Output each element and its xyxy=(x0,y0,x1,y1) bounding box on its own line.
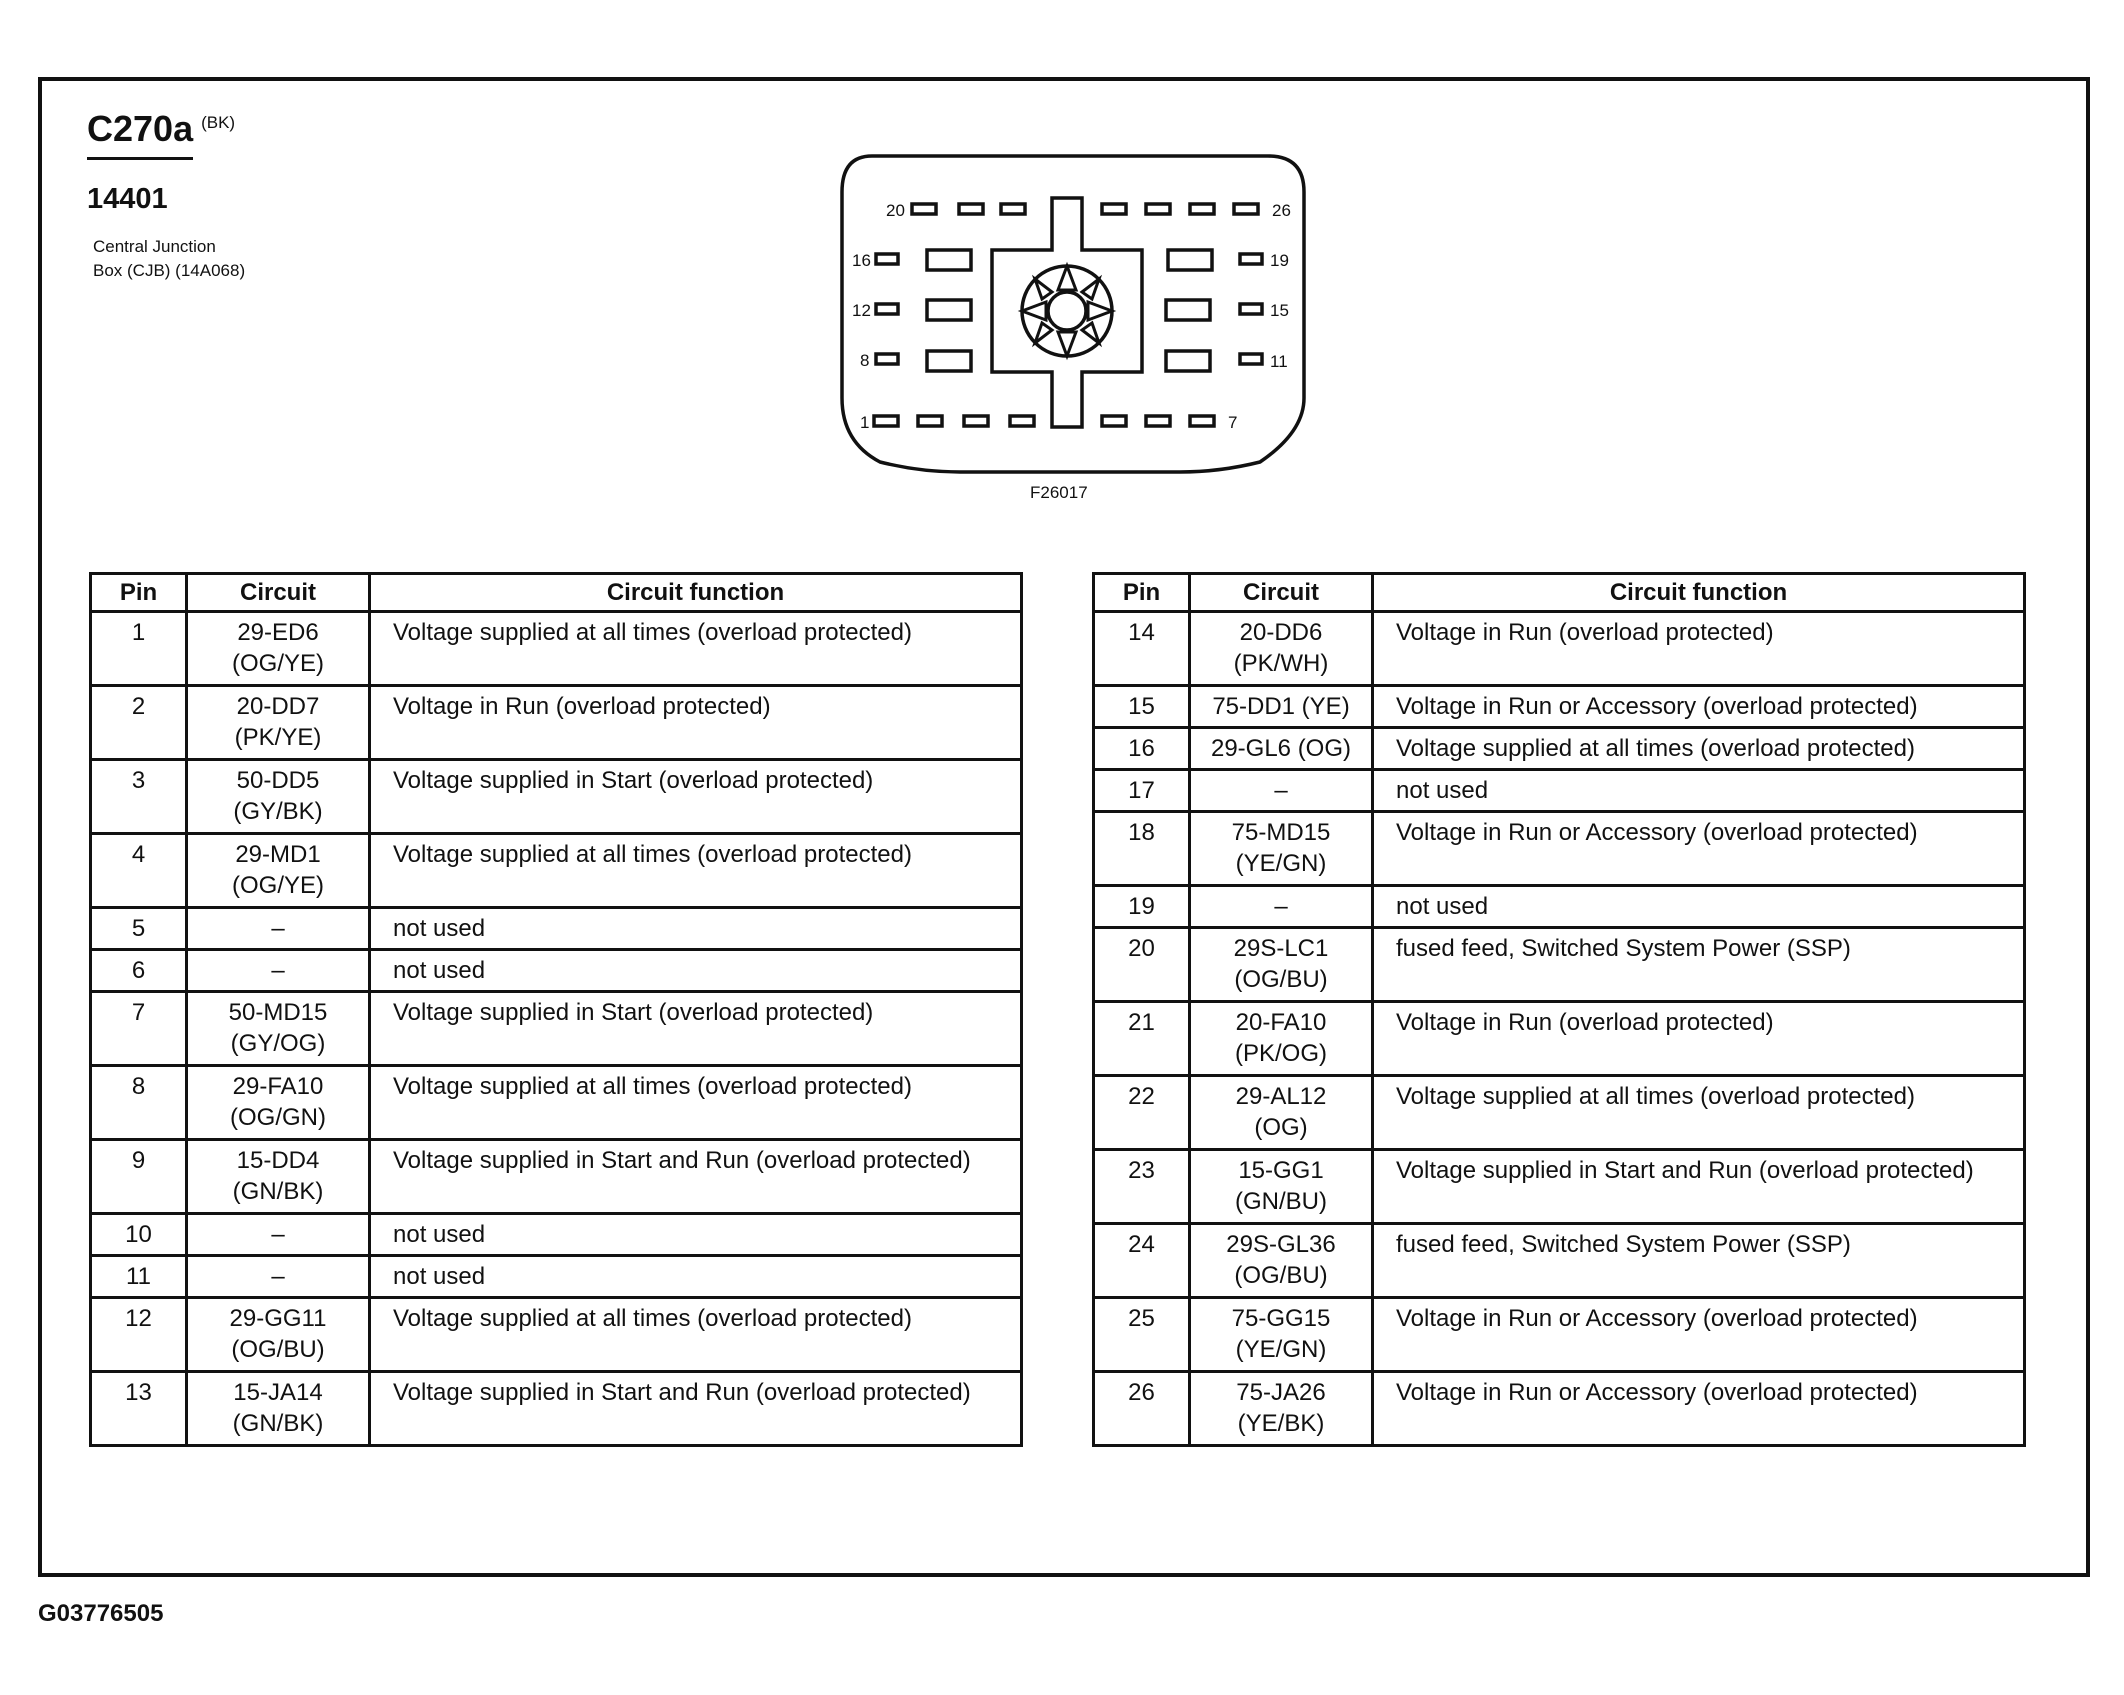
connector-color-code: (BK) xyxy=(201,113,236,132)
table-row xyxy=(1094,1002,2025,1076)
header-function: Circuit function xyxy=(370,574,1022,612)
circuit-function: Voltage in Run or Accessory (overload protected) xyxy=(1373,812,2025,886)
connector-face-diagram xyxy=(820,140,1320,480)
header-pin: Pin xyxy=(1094,574,1190,612)
wire-color: (OG/YE) xyxy=(231,650,324,677)
table-row xyxy=(1094,928,2025,1002)
pin-number: 8 xyxy=(91,1066,187,1140)
circuit-id: 29S-GL36 xyxy=(1226,1231,1336,1258)
pin-number: 4 xyxy=(91,834,187,908)
circuit-cell xyxy=(187,1140,370,1214)
circuit-function: not used xyxy=(370,908,1022,950)
wire-color: (YE/BK) xyxy=(1237,1410,1325,1437)
figure-label: F26017 xyxy=(1030,483,1088,502)
circuit-id: – xyxy=(271,1263,285,1290)
center-star-spokes xyxy=(1022,266,1112,356)
circuit-id: 50-DD5 xyxy=(236,767,320,794)
circuit-cell xyxy=(1190,1298,1373,1372)
circuit-id: – xyxy=(1274,893,1288,920)
pinout-table-right xyxy=(1092,572,2026,1447)
pin-number: 17 xyxy=(1094,770,1190,812)
circuit-cell xyxy=(1190,1076,1373,1150)
pin-label-16: 16 xyxy=(852,251,871,270)
pin-number: 13 xyxy=(91,1372,187,1446)
table-row xyxy=(1094,1150,2025,1224)
circuit-cell xyxy=(1190,1224,1373,1298)
wire-color: (OG/BU) xyxy=(1234,966,1328,993)
circuit-function: not used xyxy=(1373,770,2025,812)
circuit-cell xyxy=(1190,928,1373,1002)
circuit-function: Voltage in Run (overload protected) xyxy=(370,686,1022,760)
circuit-id: 29-AL12 xyxy=(1235,1083,1327,1110)
circuit-id: 20-DD7 xyxy=(236,693,320,720)
wire-color: (OG/BU) xyxy=(1234,1262,1328,1289)
table-row xyxy=(91,760,1022,834)
wire-color: (PK/OG) xyxy=(1234,1040,1327,1067)
pin-number: 10 xyxy=(91,1214,187,1256)
pin-number: 9 xyxy=(91,1140,187,1214)
circuit-function: Voltage in Run or Accessory (overload protected) xyxy=(1373,686,2025,728)
circuit-id: 29-ED6 xyxy=(237,619,319,646)
circuit-function: Voltage supplied at all times (overload protected) xyxy=(370,1066,1022,1140)
pin-number: 11 xyxy=(91,1256,187,1298)
circuit-function: Voltage supplied at all times (overload protected) xyxy=(370,612,1022,686)
table-row xyxy=(91,1298,1022,1372)
pin-label-26: 26 xyxy=(1272,201,1291,220)
title-underline xyxy=(87,157,193,160)
center-key-outline xyxy=(992,198,1142,427)
circuit-function: Voltage supplied in Start and Run (overload protected) xyxy=(370,1140,1022,1214)
component-description xyxy=(93,235,245,283)
circuit-id: 29-MD1 xyxy=(235,841,321,868)
wire-color: (OG/GN) xyxy=(230,1104,326,1131)
circuit-id: – xyxy=(271,915,285,942)
circuit-cell xyxy=(187,834,370,908)
circuit-cell xyxy=(1190,728,1373,770)
circuit-function: Voltage supplied in Start and Run (overload protected) xyxy=(370,1372,1022,1446)
table-row xyxy=(91,1256,1022,1298)
wire-color: (GN/BU) xyxy=(1235,1188,1327,1215)
circuit-function: not used xyxy=(370,1256,1022,1298)
table-row xyxy=(91,834,1022,908)
circuit-function: fused feed, Switched System Power (SSP) xyxy=(1373,1224,2025,1298)
table-row xyxy=(1094,1076,2025,1150)
pin-label-8: 8 xyxy=(860,351,870,370)
table-row xyxy=(1094,770,2025,812)
pin-cavities xyxy=(874,204,1262,426)
pin-number: 25 xyxy=(1094,1298,1190,1372)
wire-color: (YE/GN) xyxy=(1235,1336,1327,1363)
circuit-id: 29-GG11 xyxy=(229,1305,327,1332)
pin-number: 23 xyxy=(1094,1150,1190,1224)
table-row xyxy=(91,612,1022,686)
pin-label-20: 20 xyxy=(886,201,905,220)
wire-color: (GN/BK) xyxy=(232,1410,324,1437)
pin-label-11: 11 xyxy=(1270,352,1288,371)
description-line-1: Central Junction xyxy=(93,237,216,256)
circuit-function: not used xyxy=(370,950,1022,992)
pin-number: 21 xyxy=(1094,1002,1190,1076)
table-row xyxy=(1094,886,2025,928)
circuit-function: Voltage supplied in Start and Run (overload protected) xyxy=(1373,1150,2025,1224)
table-row xyxy=(1094,612,2025,686)
circuit-function: Voltage supplied at all times (overload protected) xyxy=(370,834,1022,908)
circuit-cell xyxy=(187,908,370,950)
circuit-id: 75-DD1 (YE) xyxy=(1212,693,1350,720)
table-row xyxy=(1094,812,2025,886)
pin-number: 5 xyxy=(91,908,187,950)
pinout-table-left xyxy=(89,572,1023,1447)
table-header-row xyxy=(91,574,1022,612)
circuit-function: not used xyxy=(1373,886,2025,928)
circuit-cell xyxy=(1190,812,1373,886)
pin-label-12: 12 xyxy=(852,301,871,320)
pin-label-19: 19 xyxy=(1270,251,1289,270)
table-row xyxy=(1094,1372,2025,1446)
part-number: 14401 xyxy=(87,183,168,215)
pin-number: 20 xyxy=(1094,928,1190,1002)
circuit-id: 29-GL6 (OG) xyxy=(1210,735,1352,762)
table-row xyxy=(1094,1224,2025,1298)
circuit-id: 15-DD4 xyxy=(236,1147,320,1174)
circuit-function: fused feed, Switched System Power (SSP) xyxy=(1373,928,2025,1002)
wire-color: (OG) xyxy=(1254,1114,1308,1141)
circuit-id: 15-JA14 xyxy=(233,1379,323,1406)
circuit-cell xyxy=(1190,1002,1373,1076)
pin-number: 15 xyxy=(1094,686,1190,728)
wire-color: (PK/WH) xyxy=(1233,650,1329,677)
circuit-id: 75-JA26 xyxy=(1236,1379,1326,1406)
circuit-function: Voltage supplied at all times (overload protected) xyxy=(1373,728,2025,770)
table-row xyxy=(1094,728,2025,770)
table-row xyxy=(91,908,1022,950)
circuit-function: Voltage in Run (overload protected) xyxy=(1373,612,2025,686)
table-row xyxy=(91,992,1022,1066)
circuit-id: – xyxy=(1274,777,1288,804)
circuit-cell xyxy=(187,1214,370,1256)
circuit-cell xyxy=(187,992,370,1066)
circuit-id: 29-FA10 xyxy=(232,1073,324,1100)
pin-number: 16 xyxy=(1094,728,1190,770)
circuit-cell xyxy=(187,950,370,992)
circuit-id: – xyxy=(271,1221,285,1248)
pin-label-15: 15 xyxy=(1270,301,1289,320)
circuit-function: Voltage supplied at all times (overload protected) xyxy=(1373,1076,2025,1150)
table-row xyxy=(91,1372,1022,1446)
circuit-cell xyxy=(187,1066,370,1140)
pin-label-1: 1 xyxy=(860,413,870,432)
circuit-cell xyxy=(1190,886,1373,928)
circuit-function: Voltage in Run or Accessory (overload protected) xyxy=(1373,1298,2025,1372)
pin-number: 26 xyxy=(1094,1372,1190,1446)
circuit-id: 50-MD15 xyxy=(228,999,328,1026)
circuit-cell xyxy=(1190,686,1373,728)
table-row xyxy=(91,1214,1022,1256)
wire-color: (GY/BK) xyxy=(233,798,323,825)
wire-color: (OG/BU) xyxy=(231,1336,325,1363)
circuit-cell xyxy=(187,1372,370,1446)
header-pin: Pin xyxy=(91,574,187,612)
circuit-id: – xyxy=(271,957,285,984)
pin-number: 7 xyxy=(91,992,187,1066)
pin-number: 1 xyxy=(91,612,187,686)
pin-number: 18 xyxy=(1094,812,1190,886)
wire-color: (GN/BK) xyxy=(232,1178,324,1205)
header-function: Circuit function xyxy=(1373,574,2025,612)
table-row xyxy=(91,686,1022,760)
circuit-cell xyxy=(187,1298,370,1372)
circuit-cell xyxy=(1190,1150,1373,1224)
circuit-cell xyxy=(1190,1372,1373,1446)
table-row xyxy=(1094,686,2025,728)
circuit-id: 15-GG1 xyxy=(1238,1157,1324,1184)
pin-number: 22 xyxy=(1094,1076,1190,1150)
circuit-id: 75-GG15 xyxy=(1231,1305,1331,1332)
table-row xyxy=(91,950,1022,992)
connector-id: C270a xyxy=(87,108,194,149)
circuit-function: Voltage supplied in Start (overload protected) xyxy=(370,992,1022,1066)
circuit-cell xyxy=(1190,770,1373,812)
graphic-code: G03776505 xyxy=(38,1600,164,1627)
table-row xyxy=(91,1140,1022,1214)
wire-color: (OG/YE) xyxy=(231,872,324,899)
circuit-function: Voltage supplied in Start (overload protected) xyxy=(370,760,1022,834)
table-header-row xyxy=(1094,574,2025,612)
wire-color: (YE/GN) xyxy=(1235,850,1327,877)
circuit-id: 20-DD6 xyxy=(1239,619,1323,646)
circuit-function: not used xyxy=(370,1214,1022,1256)
pin-label-7: 7 xyxy=(1228,413,1238,432)
pin-number: 6 xyxy=(91,950,187,992)
description-line-2: Box (CJB) (14A068) xyxy=(93,261,246,280)
table-row xyxy=(1094,1298,2025,1372)
circuit-id: 20-FA10 xyxy=(1235,1009,1327,1036)
table-row xyxy=(91,1066,1022,1140)
header-circuit: Circuit xyxy=(1190,574,1373,612)
pin-number: 19 xyxy=(1094,886,1190,928)
wire-color: (GY/OG) xyxy=(230,1030,326,1057)
circuit-id: 29S-LC1 xyxy=(1233,935,1329,962)
pin-number: 3 xyxy=(91,760,187,834)
pin-number: 12 xyxy=(91,1298,187,1372)
center-bolt-inner xyxy=(1048,292,1086,330)
pin-number: 14 xyxy=(1094,612,1190,686)
connector-title xyxy=(87,108,235,150)
circuit-function: Voltage in Run or Accessory (overload protected) xyxy=(1373,1372,2025,1446)
circuit-cell xyxy=(187,1256,370,1298)
circuit-cell xyxy=(187,760,370,834)
pin-number: 24 xyxy=(1094,1224,1190,1298)
circuit-cell xyxy=(187,612,370,686)
circuit-function: Voltage supplied at all times (overload protected) xyxy=(370,1298,1022,1372)
circuit-cell xyxy=(187,686,370,760)
header-circuit: Circuit xyxy=(187,574,370,612)
wire-color: (PK/YE) xyxy=(234,724,322,751)
circuit-cell xyxy=(1190,612,1373,686)
pin-number: 2 xyxy=(91,686,187,760)
circuit-id: 75-MD15 xyxy=(1231,819,1331,846)
circuit-function: Voltage in Run (overload protected) xyxy=(1373,1002,2025,1076)
